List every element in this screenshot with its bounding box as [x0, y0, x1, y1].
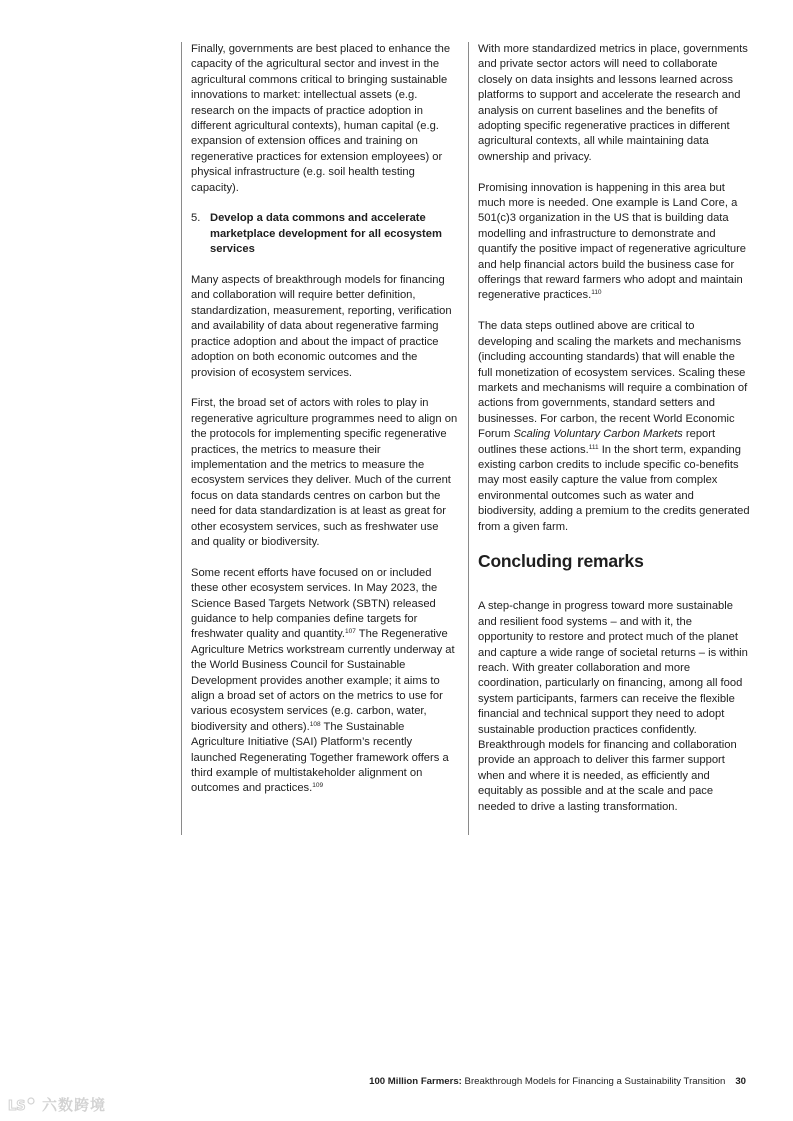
footnote-ref: 111 — [588, 443, 599, 451]
watermark-text: 六数跨境 — [42, 1097, 107, 1114]
footnote-ref: 110 — [591, 289, 602, 297]
paragraph: Many aspects of breakthrough models for financing and collaboration will require better definition, standardization, measurement, reporting, verification and availability of data about regenerative farming practice adoption and about the impact of practice adoption on both economic outcomes and the provision of ecosystem services. — [191, 274, 452, 379]
page-number: 30 — [735, 1076, 746, 1087]
watermark — [8, 1094, 106, 1115]
paragraph — [191, 566, 459, 797]
paragraph: Finally, governments are best placed to enhance the capacity of the agricultural sector and invest in the agricultural commons critical to bringing sustainable innovations to market: intellectual assets (e.g. research on the impacts of practice adoption in different agricultural contexts), human capital (e.g. expansion of extension offices and training on regenerative practices for extension employees) or physical infrastructure (e.g. soil health testing capacity). — [191, 43, 451, 194]
footnote-ref: 109 — [312, 782, 324, 790]
text-run: The Regenerative Agriculture Metrics workstream currently underway at the World Business Council for Sustainable Development provides another example; it aims to align a broad set of actors on the metrics to use for various ecosystem services (e.g. carbon, water, biodiversity and others). — [191, 628, 455, 733]
heading-text: Develop a data commons and accelerate marketplace development for all ecosystem services — [210, 212, 442, 256]
footnote-ref: 107 — [345, 628, 356, 636]
paragraph: With more standardized metrics in place, governments and private sector actors will need to collaborate closely on data insights and lessons learned across platforms to support and accelerate the research and analysis on current baselines and the benefits of adopting specific regenerative practices in different agricultural contexts, all while maintaining data ownership and privacy. — [478, 43, 748, 163]
text-run: Some recent efforts have focused on or included these other ecosystem services. In May 2023, the Science Based Targets Network (SBTN) released guidance to help companies define targets for freshwater quality and quantity. — [191, 566, 438, 641]
text-run: In the short term, expanding existing carbon credits to include specific co-benefits may most easily capture the value from complex environmental outcomes such as water and biodiversity, adding a premium to the credits generated from a given farm. — [478, 443, 750, 533]
right-column — [468, 42, 750, 835]
text-run: report outlines these actions. — [478, 428, 716, 456]
page-footer — [369, 1076, 746, 1087]
paragraph — [478, 181, 750, 304]
numbered-heading — [191, 211, 459, 257]
svg-text:LS: LS — [8, 1098, 26, 1114]
footer-subtitle: Breakthrough Models for Financing a Sustainability Transition — [461, 1076, 726, 1087]
paragraph: A step-change in progress toward more sustainable and resilient food systems – and with it, the opportunity to restore and protect much of the planet and capture a wide range of societal returns – is within reach. With greater collaboration and more coordination, particularly on financing, among all food system participants, farmers can receive the flexible financial and technical support they need to adopt sustainable production practices confidently. Breakthrough models for financing and collaboration provide an approach to deliver this farmer support when and where it is needed, as efficiently and equitably as possible and at the scale and pace needed to drive a lasting transformation. — [478, 600, 748, 813]
paragraph: First, the broad set of actors with roles to play in regenerative agriculture programmes need to align on the protocols for implementing specific regenerative practices, the metrics to measure their implementation and the metrics to measure the ecosystem services they deliver. Much of the current focus on data standards centres on carbon but the need for data standardization is at least as great for other ecosystem services, such as freshwater use and quality or biodiversity. — [191, 397, 458, 548]
section-heading: Concluding remarks — [478, 551, 644, 572]
text-run: The data steps outlined above are critical to developing and scaling the markets and mechanisms (including accounting standards) that will enable the full monetization of ecosystem services. Scaling these markets and mechanisms will require a combination of actions from governments, standard setters and businesses. For carbon, the recent World Economic Forum — [478, 320, 748, 441]
watermark-logo-icon — [8, 1096, 38, 1114]
heading-number: 5. — [191, 212, 201, 225]
left-column — [181, 42, 459, 835]
paragraph — [478, 319, 750, 535]
footer-brand: 100 Million Farmers: — [369, 1076, 462, 1087]
footnote-ref: 108 — [309, 720, 321, 728]
text-run: Promising innovation is happening in this area but much more is needed. One example is Land Core, a 501(c)3 organization in the US that is building data modelling and infrastructure to demonstrate and quantify the positive impact of regenerative agriculture and help financial actors build the business case for offerings that reward farmers who adopt and maintain regenerative practices. — [478, 181, 747, 302]
report-title: Scaling Voluntary Carbon Markets — [513, 428, 683, 441]
text-run: The Sustainable Agriculture Initiative (SAI) Platform’s recently launched Regenerating Together framework offers a third example of multistakeholder alignment on outcomes and practices. — [191, 720, 449, 795]
